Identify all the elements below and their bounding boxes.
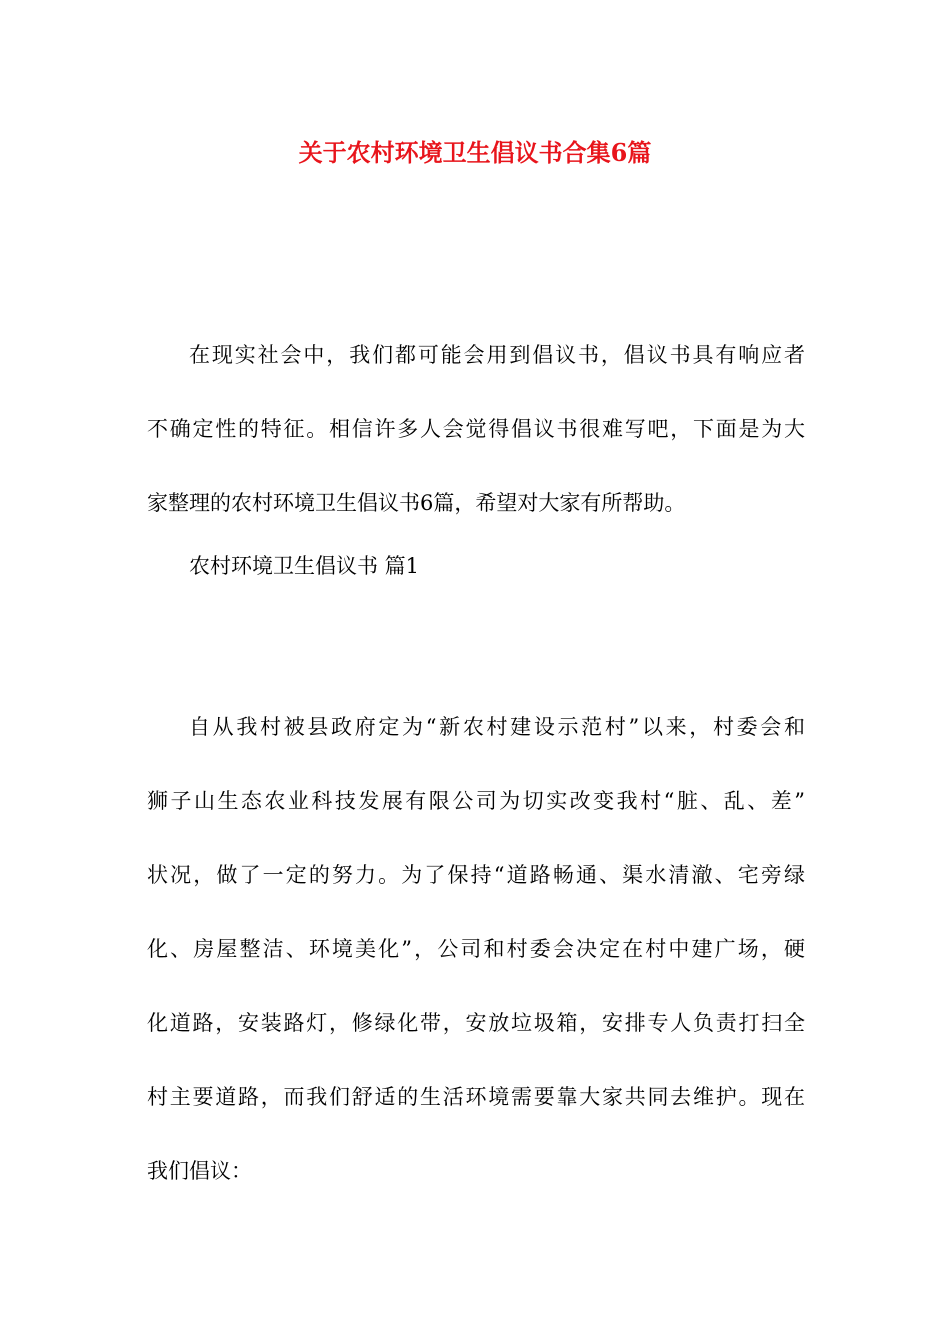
body-line: 状况，做了一定的努力。为了保持“道路畅通、渠水清澈、宅旁绿 bbox=[147, 863, 805, 887]
section-heading: 农村环境卫生倡议书 篇1 bbox=[189, 554, 420, 578]
body-line: 我们倡议： bbox=[147, 1159, 252, 1183]
body-line: 狮子山生态农业科技发展有限公司为切实改变我村“脏、乱、差” bbox=[147, 789, 805, 813]
document-title: 关于农村环境卫生倡议书合集6篇 bbox=[298, 138, 652, 167]
body-line: 化道路，安装路灯，修绿化带，安放垃圾箱，安排专人负责打扫全 bbox=[147, 1011, 805, 1035]
intro-line: 在现实社会中，我们都可能会用到倡议书，倡议书具有响应者 bbox=[189, 343, 805, 367]
body-line: 自从我村被县政府定为“新农村建设示范村”以来，村委会和 bbox=[189, 715, 805, 739]
intro-paragraph bbox=[147, 318, 805, 540]
body-paragraph bbox=[147, 690, 805, 1208]
body-line: 化、房屋整洁、环境美化”，公司和村委会决定在村中建广场，硬 bbox=[147, 937, 805, 961]
intro-line: 不确定性的特征。相信许多人会觉得倡议书很难写吧，下面是为大 bbox=[147, 417, 805, 441]
body-line: 村主要道路，而我们舒适的生活环境需要靠大家共同去维护。现在 bbox=[147, 1085, 805, 1109]
intro-line: 家整理的农村环境卫生倡议书6篇，希望对大家有所帮助。 bbox=[147, 491, 686, 515]
